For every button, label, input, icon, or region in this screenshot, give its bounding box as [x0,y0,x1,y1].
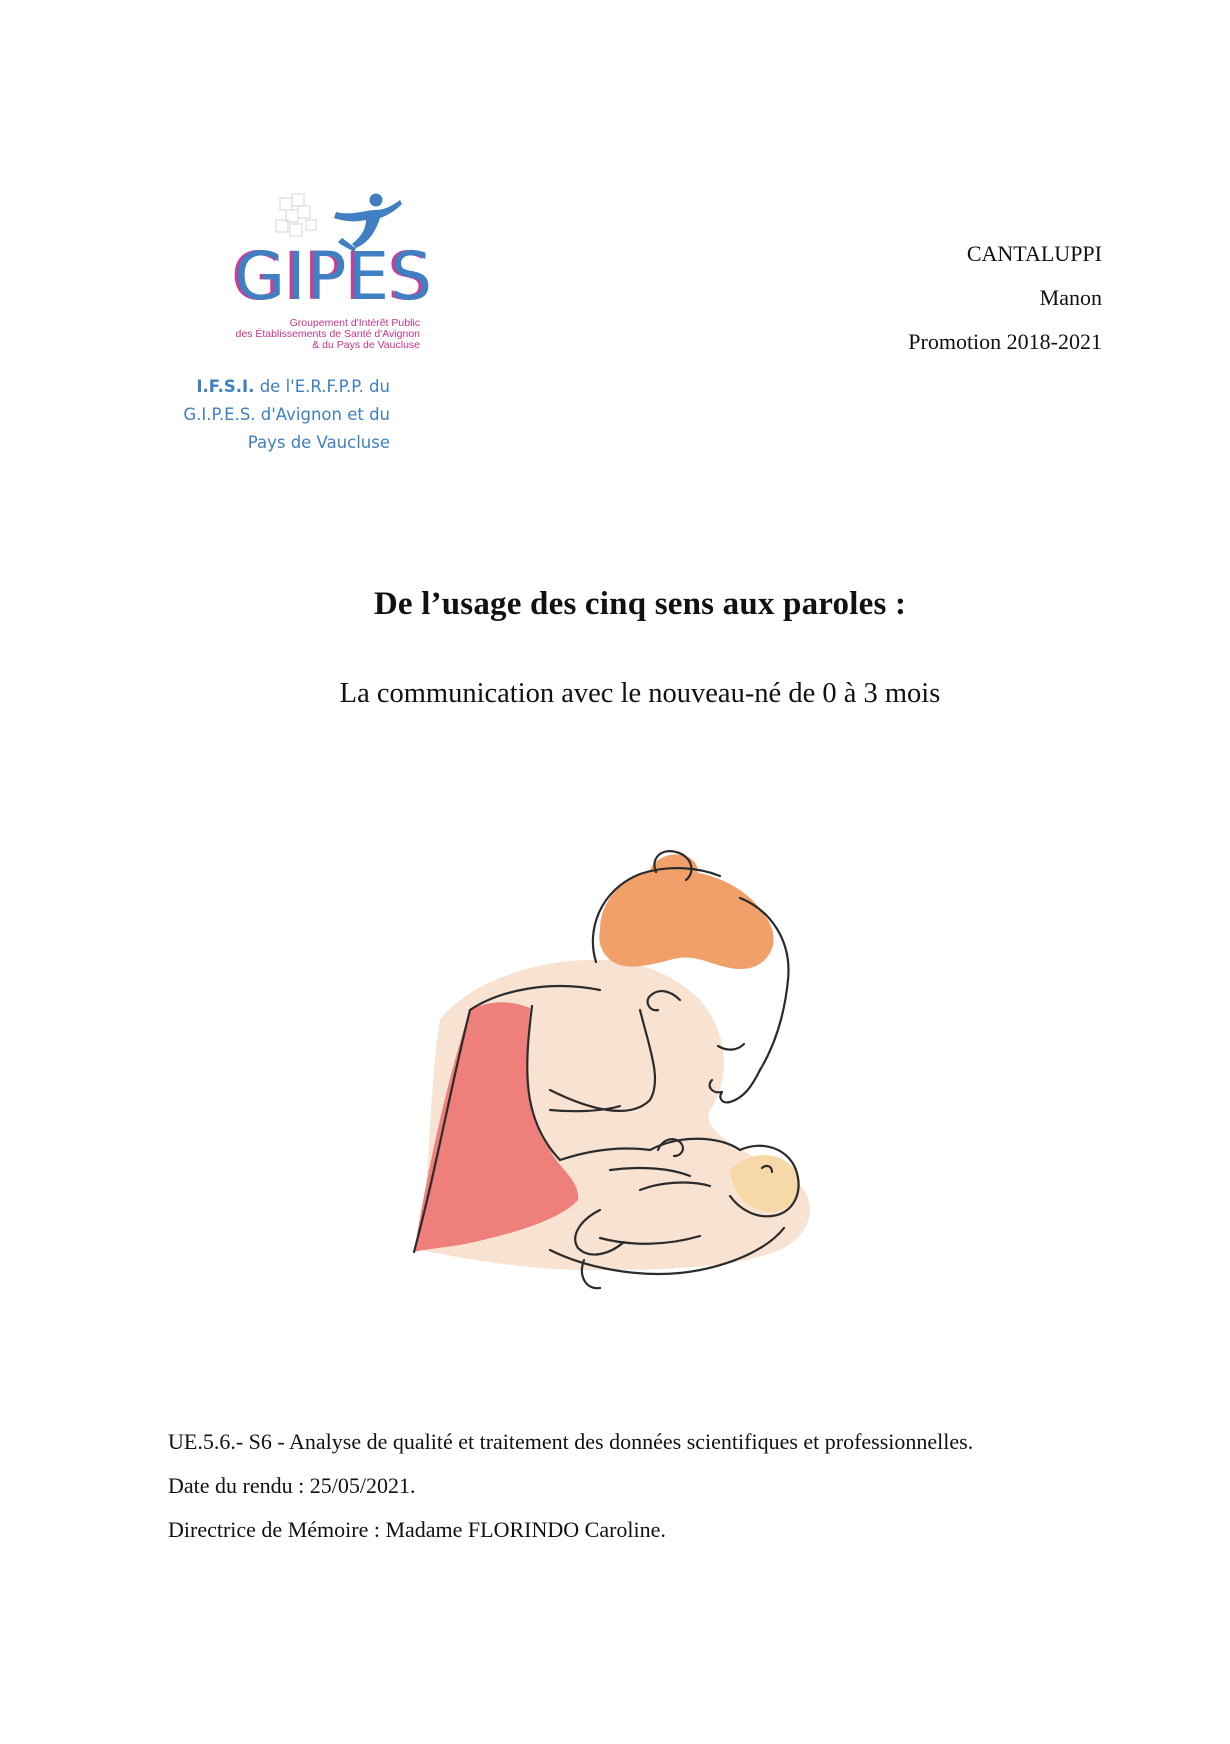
author-last-name: CANTALUPPI [966,241,1102,266]
document-info [168,1420,1168,1552]
gipes-subtitle: Groupement d'Intérêt Public des Établissements de Santé d'Avignon & du Pays de Vaucluse [235,317,420,351]
mother-and-baby-illustration-icon [400,850,900,1330]
gipes-wordmark: GIPES [234,238,434,315]
document-subtitle: La communication avec le nouveau-né de 0 à 3 mois [339,678,941,709]
author-promotion: Promotion 2018-2021 [908,329,1102,354]
gipes-logo [230,190,440,370]
submission-date: Date du rendu : 25/05/2021. [168,1473,416,1498]
author-block [702,232,1102,364]
document-title: De l’usage des cinq sens aux paroles : [373,586,907,622]
author-first-name: Manon [1039,285,1102,310]
thesis-director: Directrice de Mémoire : Madame FLORINDO Caroline. [168,1517,666,1542]
ifsi-abbr: I.F.S.I. [196,377,255,396]
course-unit: UE.5.6.- S6 - Analyse de qualité et traitement des données scientifiques et professionnelles. [168,1429,974,1454]
institution-name: I.F.S.I. de l'E.R.F.P.P. du G.I.P.E.S. d'Avignon et du Pays de Vaucluse [183,377,390,452]
